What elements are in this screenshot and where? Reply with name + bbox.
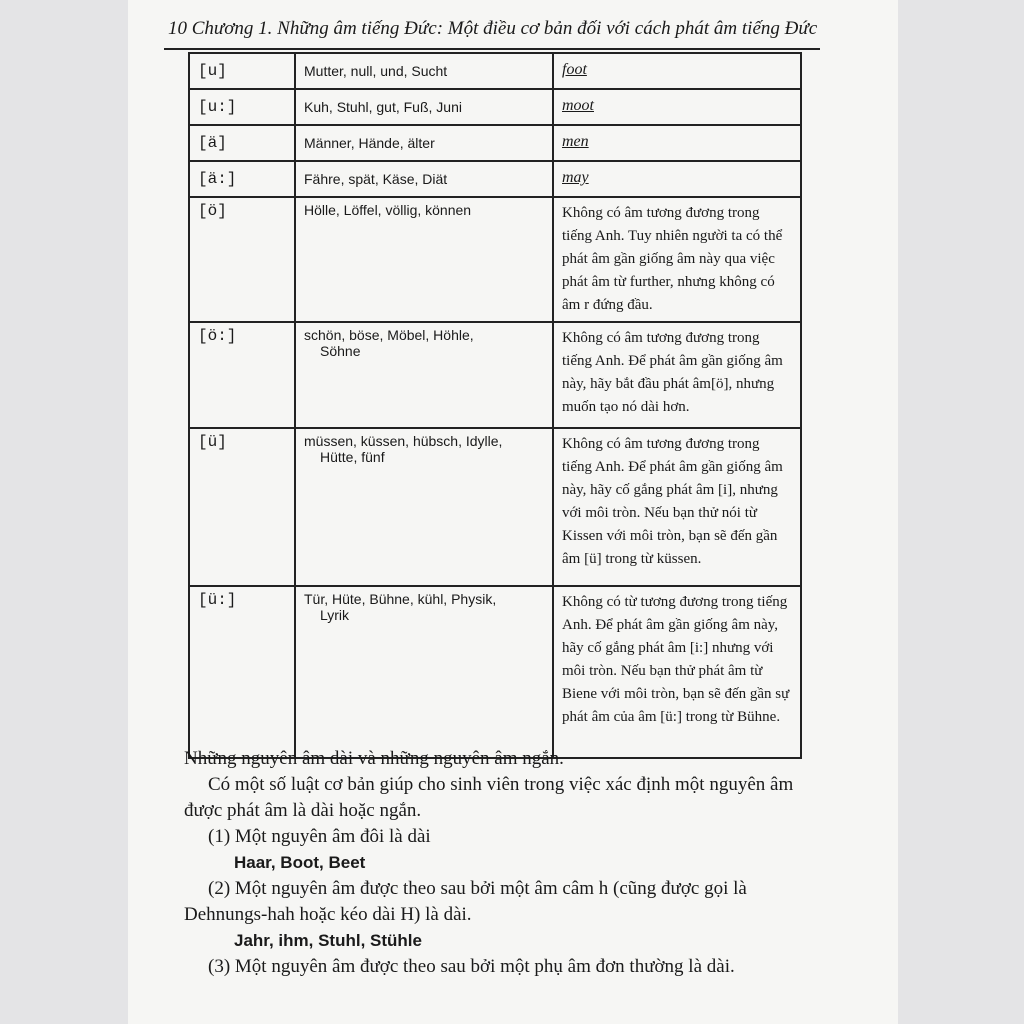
examples-cell: Mutter, null, und, Sucht	[295, 53, 553, 89]
rule-1: (1) Một nguyên âm đôi là dài	[208, 826, 431, 847]
examples-line: Tür, Hüte, Bühne, kühl, Physik,	[304, 591, 497, 607]
examples-line: schön, böse, Möbel, Höhle,	[304, 327, 474, 343]
ipa-cell: [ö:]	[189, 322, 295, 428]
examples-cell: Fähre, spät, Käse, Diät	[295, 161, 553, 197]
english-word: may	[562, 169, 589, 186]
table-row	[189, 125, 801, 161]
examples-cell: Kuh, Stuhl, gut, Fuß, Juni	[295, 89, 553, 125]
table-row	[189, 89, 801, 125]
ipa-cell: [ä]	[189, 125, 295, 161]
examples-line: müssen, küssen, hübsch, Idylle,	[304, 433, 503, 449]
rule-1-examples: Haar, Boot, Beet	[234, 853, 366, 872]
examples-line: Hütte, fünf	[320, 449, 385, 465]
table-row	[189, 53, 801, 89]
intro-paragraph: Có một số luật cơ bản giúp cho sinh viên trong việc xác định một nguyên âm được phát âm là dài hoặc ngắn.	[184, 774, 794, 821]
section-heading: Những nguyên âm dài và những nguyên âm ngắn.	[184, 748, 564, 769]
english-note: Không có âm tương đương trong tiếng Anh. Để phát âm gần giống âm này, hãy bắt đầu phát âm[ö], nhưng muốn tạo nó dài hơn.	[553, 322, 801, 428]
english-word: moot	[562, 97, 594, 114]
rule-3: (3) Một nguyên âm được theo sau bởi một phụ âm đơn thường là dài.	[208, 956, 735, 977]
english-note: Không có âm tương đương trong tiếng Anh. Để phát âm gần giống âm này, hãy cố gắng phát âm [i], nhưng với môi tròn. Nếu bạn thử nói từ Kissen với môi tròn, bạn sẽ đến gần âm [ü] trong từ küssen.	[553, 428, 801, 586]
ipa-cell: [ü]	[189, 428, 295, 586]
page-header: 10 Chương 1. Những âm tiếng Đức: Một điều cơ bản đối với cách phát âm tiếng Đức	[168, 18, 818, 39]
ipa-cell: [u]	[189, 53, 295, 89]
table-row	[189, 322, 801, 428]
ipa-cell: [ü:]	[189, 586, 295, 758]
ipa-cell: [ä:]	[189, 161, 295, 197]
english-note: Không có từ tương đương trong tiếng Anh. Để phát âm gần giống âm này, hãy cố gắng phát âm [i:] nhưng với môi tròn. Nếu bạn thử phát âm từ Biene với môi tròn, bạn sẽ đến gần sự phát âm của âm [ü:] trong từ Bühne.	[553, 586, 801, 758]
rule-2: (2) Một nguyên âm được theo sau bởi một âm câm h (cũng được gọi là Dehnungs-hah hoặc kéo dài H) là dài.	[184, 878, 747, 925]
vowel-table	[188, 52, 802, 759]
examples-cell: Männer, Hände, älter	[295, 125, 553, 161]
english-word: foot	[562, 61, 587, 78]
rule-2-examples: Jahr, ihm, Stuhl, Stühle	[234, 931, 422, 950]
examples-line: Lyrik	[320, 607, 350, 623]
header-rule	[164, 48, 820, 50]
table-row	[189, 197, 801, 322]
examples-line: Söhne	[320, 343, 361, 359]
english-word: men	[562, 133, 589, 150]
table-row	[189, 161, 801, 197]
ipa-cell: [ö]	[189, 197, 295, 322]
table-row	[189, 586, 801, 758]
ipa-cell: [u:]	[189, 89, 295, 125]
book-page	[128, 0, 898, 1024]
english-note: Không có âm tương đương trong tiếng Anh. Tuy nhiên người ta có thể phát âm gần giống âm này qua việc phát âm từ further, nhưng không có âm r đứng đầu.	[553, 197, 801, 322]
table-row	[189, 428, 801, 586]
body-text	[184, 746, 834, 980]
examples-cell: Hölle, Löffel, völlig, können	[295, 197, 553, 322]
